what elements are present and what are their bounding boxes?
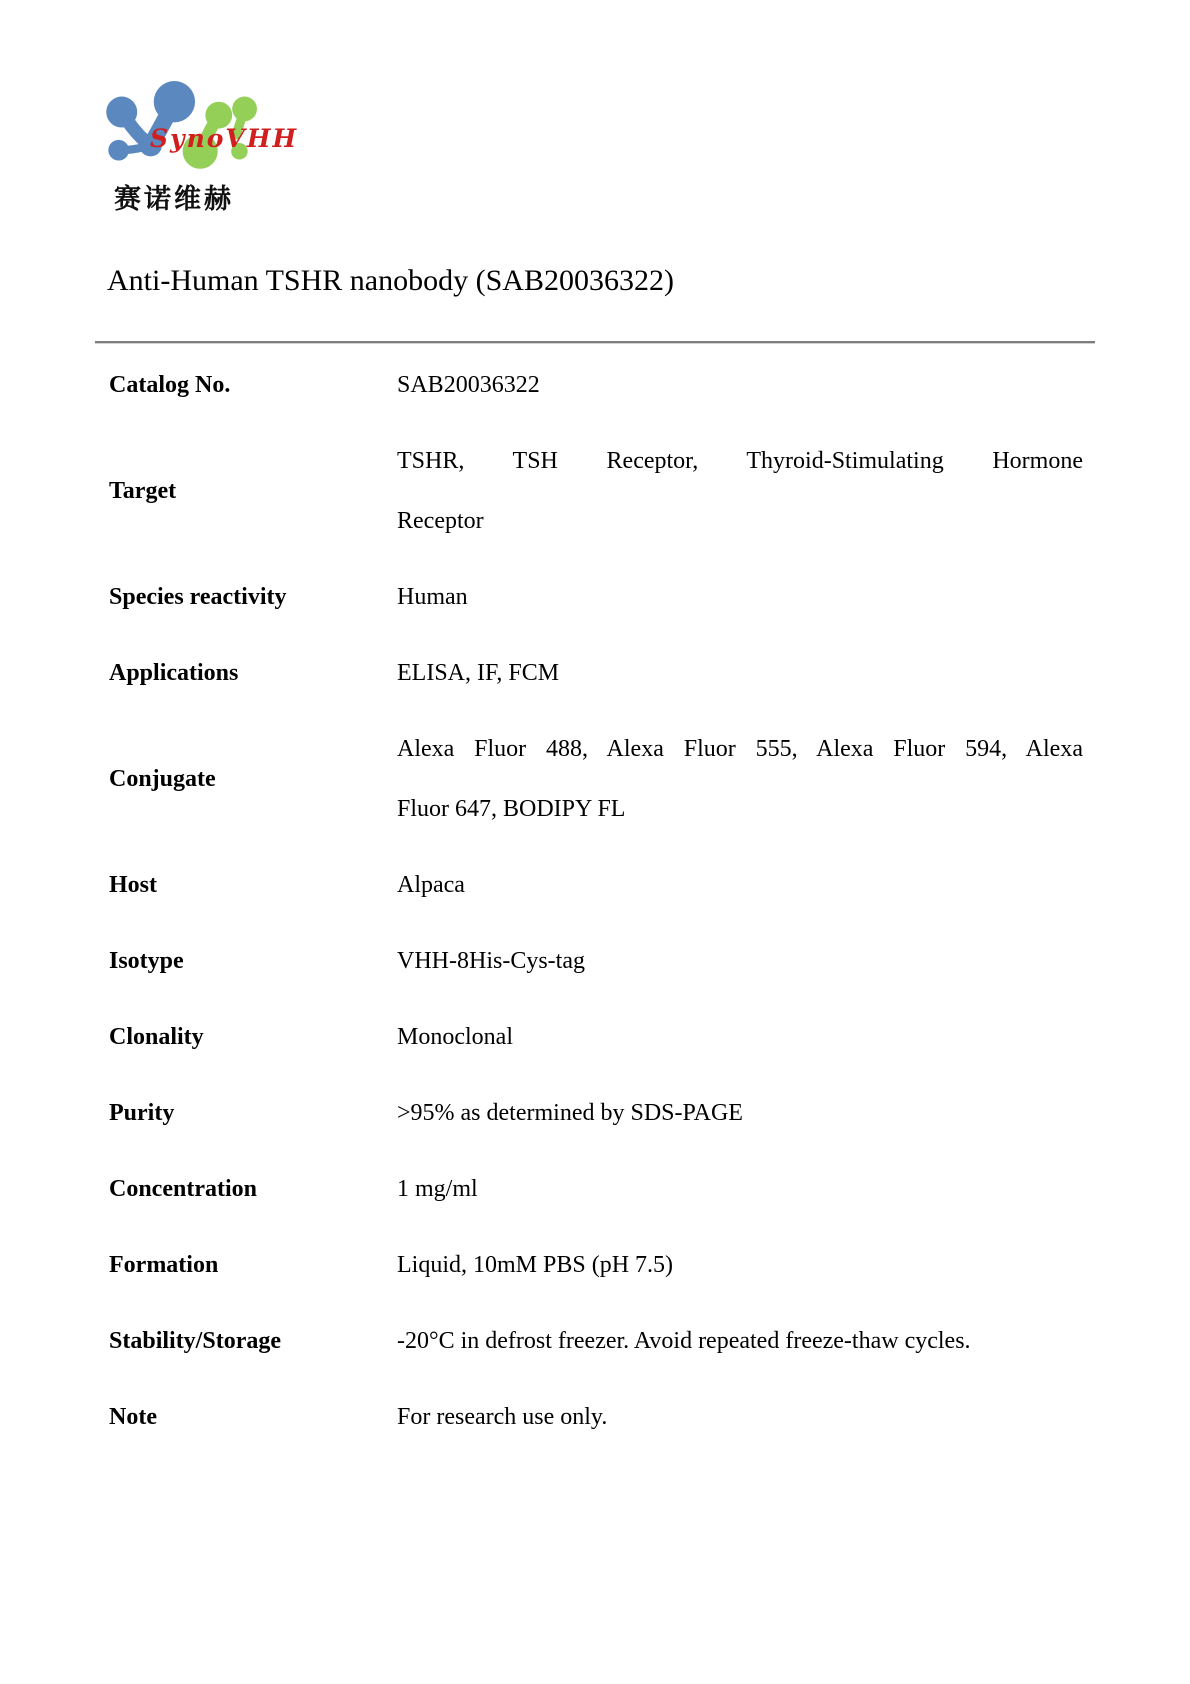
company-logo [98, 80, 298, 220]
spec-row-concentration [95, 1151, 1095, 1227]
spec-row-isotype [95, 923, 1095, 999]
spec-row-conjugate [95, 711, 1095, 847]
logo-wordmark: SynoVHH [150, 124, 299, 153]
spec-label: Formation [109, 1252, 219, 1278]
value-line: Monoclonal [397, 1024, 513, 1050]
value-line: Receptor [397, 508, 484, 534]
value-line: Alexa Fluor 488, Alexa Fluor 555, Alexa Fluor 594, Alexa [397, 736, 1083, 762]
spec-value [385, 855, 1095, 915]
spec-label: Stability/Storage [109, 1328, 281, 1354]
spec-label: Concentration [109, 1176, 257, 1202]
spec-value [385, 1083, 1095, 1143]
spec-row-host [95, 847, 1095, 923]
spec-row-purity [95, 1075, 1095, 1151]
spec-value [385, 431, 1095, 551]
value-line: Liquid, 10mM PBS (pH 7.5) [397, 1252, 674, 1278]
spec-value [385, 643, 1095, 703]
value-line: -20°C in defrost freezer. Avoid repeated freeze-thaw cycles. [397, 1328, 971, 1354]
spec-row-species-reactivity [95, 559, 1095, 635]
spec-label: Applications [109, 660, 239, 686]
spec-value [385, 1387, 1095, 1447]
spec-row-note [95, 1379, 1095, 1455]
spec-row-formation [95, 1227, 1095, 1303]
value-line: Fluor 647, BODIPY FL [397, 796, 626, 822]
spec-table [95, 347, 1095, 1455]
spec-value [385, 1235, 1095, 1295]
spec-row-applications [95, 635, 1095, 711]
product-title: Anti-Human TSHR nanobody (SAB20036322) [107, 264, 674, 297]
value-line: 1 mg/ml [397, 1176, 478, 1202]
spec-row-catalog [95, 347, 1095, 423]
value-line: ELISA, IF, FCM [397, 660, 560, 686]
spec-label: Isotype [109, 948, 184, 974]
spec-label: Conjugate [109, 766, 216, 792]
spec-label: Purity [109, 1100, 175, 1126]
spec-value [385, 719, 1095, 839]
spec-value [385, 1311, 1095, 1371]
value-line: SAB20036322 [397, 372, 540, 398]
value-line: TSHR, TSH Receptor, Thyroid-Stimulating Hormone [397, 448, 1083, 474]
value-line: For research use only. [397, 1404, 608, 1430]
spec-value [385, 567, 1095, 627]
value-line: VHH-8His-Cys-tag [397, 948, 585, 974]
spec-row-stability-storage [95, 1303, 1095, 1379]
value-line: >95% as determined by SDS-PAGE [397, 1100, 743, 1126]
spec-label: Species reactivity [109, 584, 287, 610]
logo-cn-name: 赛诺维赫 [114, 184, 234, 215]
spec-label: Clonality [109, 1024, 204, 1050]
spec-value [385, 1007, 1095, 1067]
spec-label: Note [109, 1404, 157, 1430]
spec-row-target [95, 423, 1095, 559]
spec-label: Host [109, 872, 157, 898]
spec-value [385, 1159, 1095, 1219]
title-rule [95, 341, 1095, 344]
spec-row-clonality [95, 999, 1095, 1075]
spec-value [385, 355, 1095, 415]
spec-value [385, 931, 1095, 991]
spec-label: Catalog No. [109, 372, 231, 398]
value-line: Human [397, 584, 468, 610]
spec-label: Target [109, 478, 177, 504]
value-line: Alpaca [397, 872, 465, 898]
